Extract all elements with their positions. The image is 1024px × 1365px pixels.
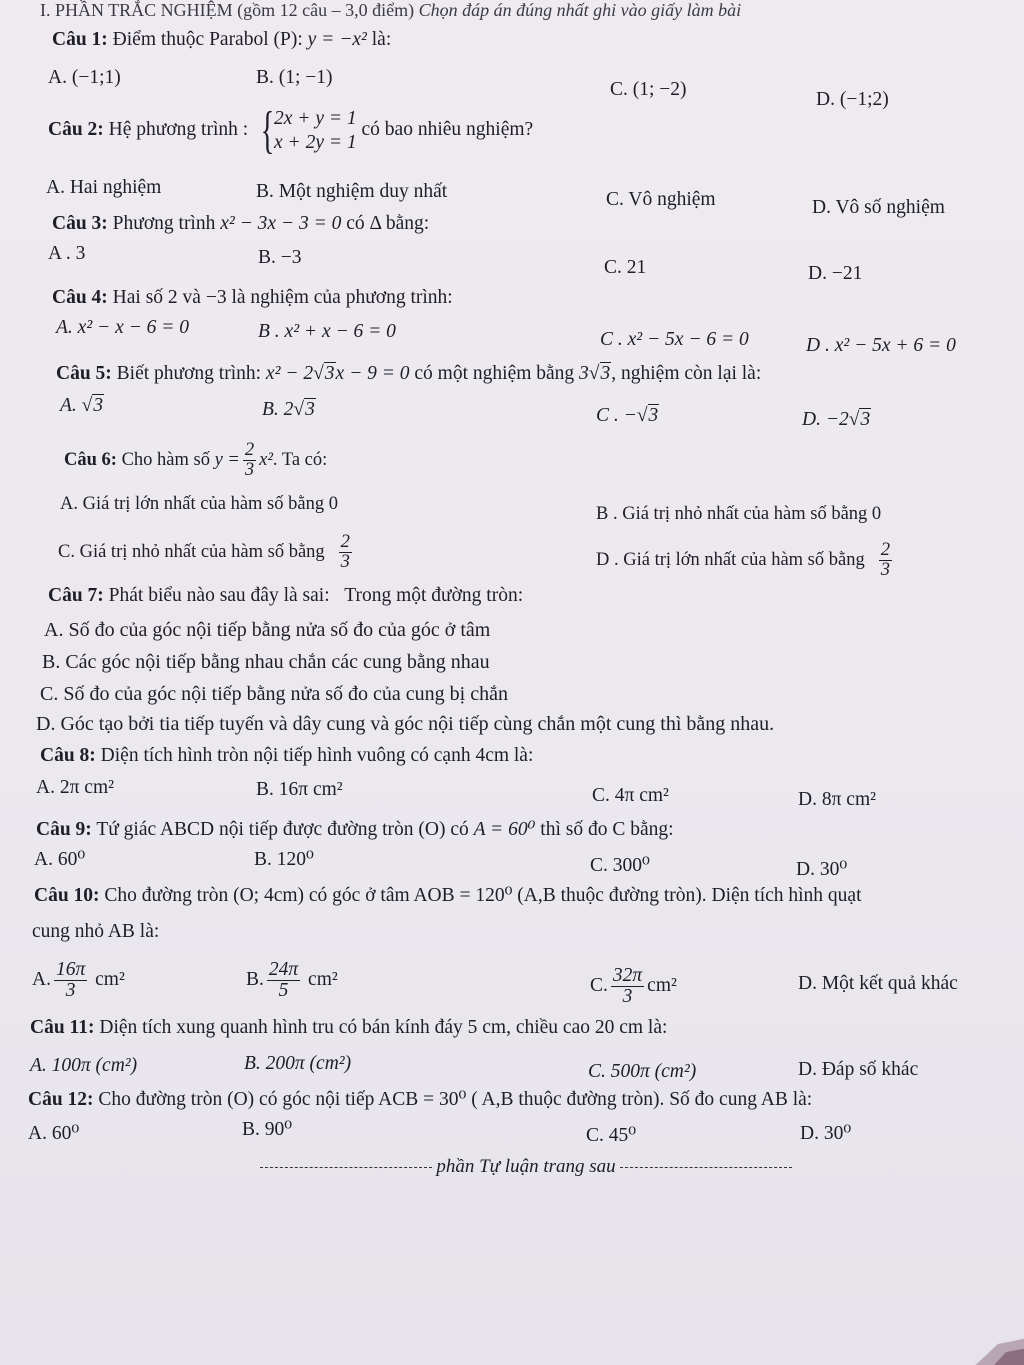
question-label: Câu 1:	[52, 29, 108, 50]
fraction-den: 3	[340, 552, 350, 573]
question-text: Phương trình	[112, 213, 216, 234]
q1-option-a: A. (−1;1)	[48, 67, 121, 88]
question-text: Phát biểu nào sau đây là sai:	[108, 585, 330, 606]
q4-option-c: C . x² − 5x − 6 = 0	[600, 329, 749, 350]
q2-option-d: D. Vô số nghiệm	[812, 197, 945, 218]
root-coef: 3	[579, 363, 589, 384]
q5-option-c: C . −√3	[596, 405, 659, 426]
option-text: D . Giá trị lớn nhất của hàm số bằng	[596, 550, 865, 570]
fraction-num: 2	[244, 439, 255, 460]
question-label: Câu 2:	[48, 119, 104, 140]
root-radicand: 3	[600, 363, 611, 384]
q9-option-a: A. 60⁰	[34, 849, 86, 870]
q5-option-b: B. 2√3	[262, 399, 315, 420]
q3-option-b: B. −3	[258, 247, 302, 268]
footer-dash-right	[620, 1167, 792, 1168]
fraction-den: 5	[278, 980, 289, 1002]
system-brace: {	[260, 101, 275, 159]
question-text-tail: có Δ bằng:	[346, 213, 430, 234]
fn-rhs: x²	[259, 450, 273, 470]
question-1	[52, 28, 992, 52]
question-text: Cho hàm số	[121, 450, 210, 470]
q11-option-b: B. 200π (cm²)	[244, 1053, 352, 1074]
footer-note	[232, 1156, 820, 1178]
fn-lhs: y =	[214, 450, 240, 470]
expr-part: x − 9 = 0	[335, 363, 410, 384]
section-header	[40, 0, 980, 26]
q12-option-c: C. 45⁰	[586, 1125, 637, 1146]
fraction	[243, 441, 256, 481]
question-4	[52, 286, 992, 310]
option-coef: −	[623, 405, 637, 426]
fraction-den: 3	[244, 460, 255, 481]
q4-option-a: A. x² − x − 6 = 0	[56, 317, 190, 338]
question-text-mid: có một nghiệm bằng	[414, 363, 575, 384]
question-label: Câu 10:	[34, 885, 100, 906]
section-instruction: Chọn đáp án đúng nhất ghi vào giấy làm bài	[418, 0, 742, 20]
question-text: Hai số 2 và −3 là nghiệm của phương trình:	[112, 287, 453, 308]
math-expression: A = 60⁰	[473, 819, 536, 840]
q10-option-d: D. Một kết quả khác	[798, 973, 958, 994]
q6-option-b: B . Giá trị nhỏ nhất của hàm số bằng 0	[596, 504, 882, 524]
q11-option-c: C. 500π (cm²)	[588, 1061, 697, 1082]
q9-option-b: B. 120⁰	[254, 849, 314, 870]
question-2	[48, 100, 988, 160]
fraction-num: 32π	[612, 964, 643, 986]
question-6	[64, 436, 1004, 484]
q7-option-a: A. Số đo của góc nội tiếp bằng nửa số đo của góc ở tâm	[44, 619, 491, 641]
q11-option-a: A. 100π (cm²)	[30, 1055, 138, 1076]
given-root: 3√3	[579, 363, 611, 384]
q8-option-c: C. 4π cm²	[592, 785, 669, 806]
question-text: Cho đường tròn (O; 4cm) có góc ở tâm AOB = 120⁰ (A,B thuộc đường tròn). Diện tích hình quạt	[104, 885, 862, 906]
fraction-den: 3	[880, 560, 890, 581]
q7-option-d: D. Góc tạo bởi tia tiếp tuyến và dây cung và góc nội tiếp cùng chắn một cung thì bằng nhau.	[36, 713, 775, 735]
expr-radicand: 3	[324, 363, 335, 384]
q6-option-a: A. Giá trị lớn nhất của hàm số bằng 0	[60, 494, 338, 514]
fraction	[879, 541, 892, 581]
question-text-tail: là:	[371, 29, 392, 50]
question-text-tail: thì số đo C bằng:	[540, 819, 674, 840]
fraction-num: 24π	[268, 958, 299, 980]
question-10	[34, 884, 1009, 908]
q1-option-c: C. (1; −2)	[610, 79, 687, 100]
question-label: Câu 9:	[36, 819, 92, 840]
q8-option-d: D. 8π cm²	[798, 789, 876, 810]
question-10-cont: cung nhỏ AB là:	[32, 921, 160, 942]
question-text-tail: . Ta có:	[272, 450, 328, 470]
question-text-tail: , nghiệm còn lại là:	[611, 363, 762, 384]
q3-option-c: C. 21	[604, 257, 647, 278]
fraction	[267, 960, 300, 1002]
option-coef: −2	[825, 409, 849, 430]
option-prefix: C.	[590, 975, 608, 996]
q4-option-d: D . x² − 5x + 6 = 0	[806, 335, 956, 356]
question-label: Câu 7:	[48, 585, 104, 606]
q12-option-b: B. 90⁰	[242, 1119, 293, 1140]
q10-option-a	[32, 950, 125, 1010]
option-radicand: 3	[93, 395, 104, 416]
option-coef: 2	[283, 399, 294, 420]
question-label: Câu 5:	[56, 363, 112, 384]
q12-option-a: A. 60⁰	[28, 1123, 80, 1144]
question-text: Diện tích xung quanh hình tru có bán kính đáy 5 cm, chiều cao 20 cm là:	[99, 1017, 668, 1038]
question-label: Câu 3:	[52, 213, 108, 234]
q3-option-d: D. −21	[808, 263, 863, 284]
option-unit: cm²	[647, 975, 677, 996]
question-7	[48, 584, 988, 608]
option-prefix: B.	[262, 399, 279, 420]
q10-option-b	[246, 950, 338, 1010]
q5-option-d: D. −2√3	[802, 409, 871, 430]
question-text-tail: có bao nhiêu nghiệm?	[361, 119, 534, 140]
question-label: Câu 6:	[64, 450, 117, 470]
question-label: Câu 8:	[40, 745, 96, 766]
math-expression: x² − 3x − 3 = 0	[220, 213, 342, 234]
question-9	[36, 818, 976, 842]
q11-option-d: D. Đáp số khác	[798, 1059, 919, 1080]
question-text: Tứ giác ABCD nội tiếp được đường tròn (O) có	[96, 819, 469, 840]
fraction-num: 16π	[55, 958, 86, 980]
question-label: Câu 4:	[52, 287, 108, 308]
q9-option-c: C. 300⁰	[590, 855, 650, 876]
q7-option-b: B. Các góc nội tiếp bằng nhau chắn các cung bằng nhau	[42, 651, 490, 673]
question-text: Cho đường tròn (O) có góc nội tiếp ACB = 30⁰ ( A,B thuộc đường tròn). Số đo cung AB là:	[98, 1089, 813, 1110]
option-radicand: 3	[305, 399, 315, 420]
q10-option-c	[590, 956, 677, 1016]
footer-text: phần Tự luận trang sau	[436, 1156, 616, 1177]
equation-1: 2x + y = 1	[274, 107, 357, 129]
question-12	[28, 1088, 1008, 1112]
question-label: Câu 12:	[28, 1089, 94, 1110]
option-radicand: 3	[648, 405, 659, 426]
fraction-den: 3	[622, 986, 633, 1008]
question-text: Diện tích hình tròn nội tiếp hình vuông có cạnh 4cm là:	[100, 745, 534, 766]
fraction-den: 3	[65, 980, 76, 1002]
question-text-tail: Trong một đường tròn:	[344, 585, 524, 606]
expr-part: x² − 2	[265, 363, 314, 384]
question-3	[52, 212, 992, 236]
option-text: C. Giá trị nhỏ nhất của hàm số bằng	[58, 542, 325, 562]
question-8	[40, 744, 980, 768]
option-prefix: A.	[32, 969, 51, 990]
option-prefix: C .	[596, 405, 619, 426]
equation-2: x + 2y = 1	[274, 131, 357, 153]
q8-option-b: B. 16π cm²	[256, 779, 343, 800]
option-radicand: 3	[860, 409, 871, 430]
footer-dash-left	[260, 1167, 432, 1168]
question-label: Câu 11:	[30, 1017, 95, 1038]
math-expression: x² − 2√3x − 9 = 0	[265, 363, 410, 384]
fraction	[54, 960, 87, 1002]
q5-option-a: A. √3	[60, 395, 104, 416]
option-prefix: D.	[802, 409, 821, 430]
pen-tip-icon	[958, 1332, 1024, 1365]
q12-option-d: D. 30⁰	[800, 1123, 852, 1144]
fraction	[339, 533, 352, 573]
function-expression	[214, 439, 273, 481]
section-title: I. PHẦN TRẮC NGHIỆM (gồm 12 câu – 3,0 điểm)	[40, 0, 415, 20]
q2-option-b: B. Một nghiệm duy nhất	[256, 181, 448, 202]
question-text: Biết phương trình:	[116, 363, 262, 384]
option-unit: cm²	[95, 969, 125, 990]
fraction-num: 2	[880, 539, 890, 560]
q7-option-c: C. Số đo của góc nội tiếp bằng nửa số đo của cung bị chắn	[40, 683, 508, 705]
question-text: Điểm thuộc Parabol (P):	[112, 29, 303, 50]
fraction	[611, 966, 644, 1008]
q3-option-a: A . 3	[48, 243, 86, 264]
fraction-num: 2	[340, 531, 350, 552]
q1-option-d: D. (−1;2)	[816, 89, 889, 110]
question-11	[30, 1016, 970, 1040]
q2-option-a: A. Hai nghiệm	[46, 177, 162, 198]
equation-system	[274, 107, 357, 155]
option-unit: cm²	[308, 969, 338, 990]
option-prefix: A.	[60, 395, 77, 416]
q6-option-d	[596, 534, 895, 586]
q2-option-c: C. Vô nghiệm	[606, 189, 716, 210]
option-prefix: B.	[246, 969, 264, 990]
math-expression: y = −x²	[307, 29, 367, 50]
q6-option-c	[58, 526, 355, 578]
question-text: Hệ phương trình :	[108, 119, 249, 140]
question-5	[56, 362, 996, 386]
q9-option-d: D. 30⁰	[796, 859, 848, 880]
q4-option-b: B . x² + x − 6 = 0	[258, 321, 396, 342]
q8-option-a: A. 2π cm²	[36, 777, 114, 798]
q1-option-b: B. (1; −1)	[256, 67, 333, 88]
